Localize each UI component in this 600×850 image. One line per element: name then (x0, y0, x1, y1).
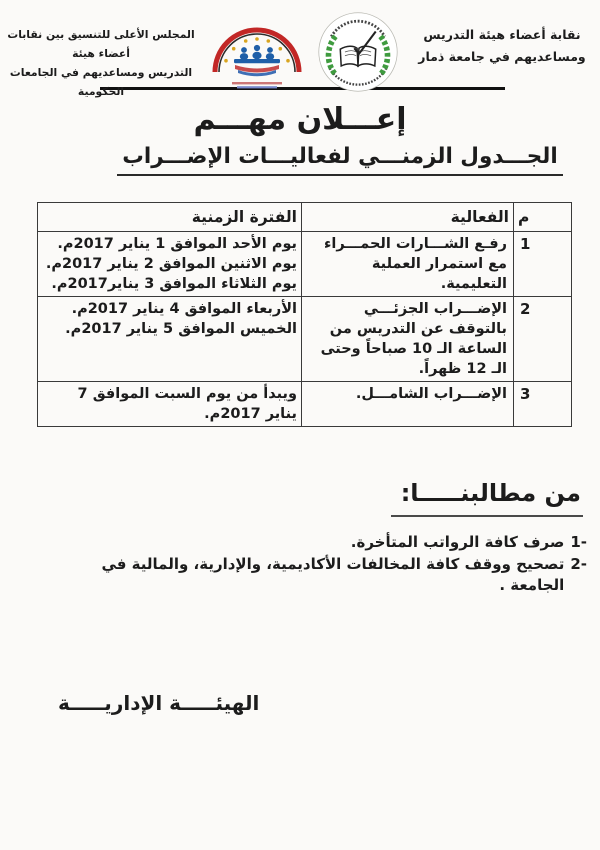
column-header-num: م (514, 203, 572, 232)
table-header-row (38, 203, 572, 232)
row-activity: الإضـــراب الشامـــل. (302, 382, 514, 427)
demand-text: صرف كافة الرواتب المتأخرة. (350, 533, 565, 551)
period-line: الأربعاء الموافق 4 يناير 2017م. (71, 301, 297, 317)
demands-list (80, 532, 587, 596)
column-header-period: الفترة الزمنية (38, 203, 302, 232)
row-period (38, 382, 302, 427)
right-org-line1: نقابة أعضاء هيئة التدريس (423, 27, 581, 42)
row-number: 1 (514, 232, 572, 297)
row-activity: رفـع الشـــارات الحمـــراء مع استمرار العملية التعليمية. (302, 232, 514, 297)
demand-marker: 1- (570, 533, 587, 551)
subtitle-wrap (40, 143, 600, 176)
council-emblem-icon (207, 10, 307, 92)
table-row (38, 297, 572, 382)
row-period (38, 232, 302, 297)
right-org-line2: ومساعديهم في جامعة ذمار (418, 48, 586, 64)
schedule-subtitle: الجـــدول الزمنـــي لفعاليـــات الإضـــراب (117, 143, 562, 176)
page-title: إعـــلان مهـــم (193, 102, 407, 137)
signature: الهيئـــــة الإداريـــــة (58, 691, 260, 715)
left-org-line1: المجلس الأعلى للتنسيق بين نقابات أعضاء هيئة (7, 28, 195, 60)
strike-schedule-table (37, 202, 572, 427)
row-period (38, 297, 302, 382)
period-line: يوم الاثنين الموافق 2 يناير 2017م. (45, 256, 297, 272)
demand-text: تصحيح ووقف كافة المخالفات الأكاديمية، والإدارية، والمالية في الجامعة . (101, 555, 565, 594)
left-org-line2: التدريس ومساعديهم في الجامعات الحكومية (9, 65, 193, 98)
university-syndicate-emblem-icon (315, 10, 401, 94)
row-number: 2 (514, 297, 572, 382)
table-row (38, 232, 572, 297)
demands-heading: من مطالبنـــــا: (391, 477, 583, 517)
table-row (38, 382, 572, 427)
period-line: الخميس الموافق 5 يناير 2017م. (65, 321, 297, 337)
demand-item (80, 554, 587, 596)
demands-heading-wrap (0, 477, 583, 517)
right-organization-name (408, 10, 596, 68)
left-organization-name (2, 10, 200, 102)
letterhead (0, 0, 600, 98)
demand-item (80, 532, 587, 553)
column-header-activity: الفعالية (302, 203, 514, 232)
row-activity: الإضـــراب الجزئـــي بالتوقف عن التدريس من الساعة الـ 10 صباحاً وحتى الـ 12 ظهراً. (302, 297, 514, 382)
period-line: ويبدأ من يوم السبت الموافق 7 يناير 2017م. (77, 386, 297, 422)
period-line: يوم الثلاثاء الموافق 3 يناير2017م. (51, 276, 297, 292)
period-line: يوم الأحد الموافق 1 يناير 2017م. (57, 236, 297, 252)
demand-marker: 2- (570, 555, 587, 573)
row-number: 3 (514, 382, 572, 427)
